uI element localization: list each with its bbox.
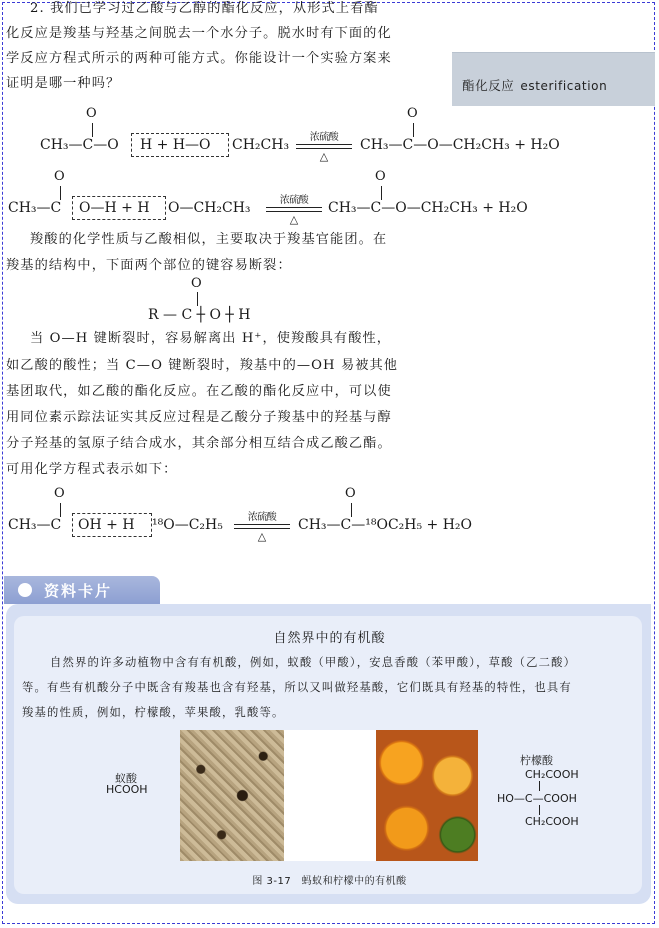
eq2-heat: △ — [289, 213, 299, 226]
formic-acid-formula: HCOOH — [106, 783, 148, 796]
eq3-left: CH₃—C — [8, 517, 62, 533]
citric-bond-bottom — [539, 805, 540, 815]
oranges-photo — [376, 730, 478, 861]
figure-caption: 图 3-17 蚂蚁和柠檬中的有机酸 — [252, 876, 407, 887]
eq3-boxed: OH + H — [78, 517, 135, 533]
card-line-2: 等。有些有机酸分子中既含有羧基也含有羟基，所以又叫做羟基酸，它们既具有羟基的特性，也具有 — [22, 681, 572, 694]
sidebar-label-cn: 酯化反应 — [462, 78, 515, 93]
citric-acid-name: 柠檬酸 — [520, 754, 553, 767]
citric-bond-top — [539, 781, 540, 791]
intro-line-3: 学反应方程式所示的两种可能方式。你能设计一个实验方案来 — [6, 51, 392, 66]
body2-line-2: 如乙酸的酸性；当 C—O 键断裂时，羧基中的—OH 易被其他 — [6, 358, 399, 373]
eq1-left: CH₃—C—O — [40, 137, 119, 153]
eq1-arrow — [294, 128, 354, 168]
photo-spacer — [284, 730, 376, 861]
info-card-tab-label: 资料卡片 — [44, 582, 113, 600]
intro-line-2: 化反应是羧基与羟基之间脱去一个水分子。脱水时有下面的化 — [6, 26, 392, 41]
eq2-arrow — [264, 191, 324, 231]
citric-line-1: CH₂COOH — [525, 768, 579, 781]
eq1-condition: 浓硫酸 — [309, 132, 339, 143]
card-line-1: 自然界的许多动植物中含有有机酸，例如，蚁酸（甲酸），安息香酸（苯甲酸），草酸（乙二酸） — [50, 656, 577, 669]
eq3-product-o: O — [345, 486, 356, 501]
eq3-heat: △ — [257, 530, 267, 543]
eq3-condition: 浓硫酸 — [247, 512, 277, 523]
eq3-o-label: O — [54, 486, 65, 501]
intro-line-4: 证明是哪一种吗？ — [6, 76, 121, 91]
info-card-title: 自然界中的有机酸 — [273, 631, 386, 646]
eq2-right-left: O—CH₂CH₃ — [168, 200, 251, 216]
eq1-heat: △ — [319, 150, 329, 163]
eq2-o-label: O — [54, 169, 65, 184]
body2-line-5: 分子羟基的氢原子结合成水，其余部分相互结合成乙酸乙酯。 — [6, 436, 392, 451]
body2-line-1: 当 O—H 键断裂时，容易解离出 H⁺，使羧酸具有酸性， — [30, 331, 392, 346]
eq2-product-o: O — [375, 169, 386, 184]
body2-line-4: 用同位素示踪法证实其反应过程是乙酸分子羧基中的羟基与醇 — [6, 410, 392, 425]
eq2-left: CH₃—C — [8, 200, 62, 216]
eq3-product: CH₃—C—¹⁸OC₂H₅ + H₂O — [298, 517, 473, 533]
eq3-right-left: ¹⁸O—C₂H₅ — [152, 517, 223, 533]
body2-line-6: 可用化学方程式表示如下： — [6, 462, 178, 477]
eq1-product-bond — [413, 123, 414, 137]
intro-line-1: 2. 我们已学习过乙酸与乙醇的酯化反应，从形式上看酯 — [30, 1, 379, 16]
eq1-product-o: O — [407, 106, 418, 121]
ants-photo — [180, 730, 284, 861]
eq1-right-left: CH₂CH₃ — [232, 137, 290, 153]
structure-text: R — C ┼ O ┼ H — [148, 307, 251, 323]
eq3-product-bond — [351, 503, 352, 517]
eq3-double-bond — [60, 503, 61, 517]
structure-double-bond — [197, 292, 198, 306]
eq1-product: CH₃—C—O—CH₂CH₃ + H₂O — [360, 137, 560, 153]
eq1-double-bond — [92, 123, 93, 137]
tab-dot-icon — [18, 583, 32, 597]
eq2-product: CH₃—C—O—CH₂CH₃ + H₂O — [328, 200, 528, 216]
formic-acid-name: 蚁酸 — [115, 772, 137, 785]
structure-o-label: O — [191, 276, 202, 291]
citric-line-3: CH₂COOH — [525, 815, 579, 828]
info-card-tab — [4, 576, 160, 604]
eq2-boxed: O—H + H — [79, 200, 150, 216]
body1-line-1: 羧酸的化学性质与乙酸相似，主要取决于羧基官能团。在 — [30, 232, 388, 247]
eq3-arrow — [232, 508, 292, 548]
eq2-double-bond — [60, 186, 61, 200]
eq1-boxed: H + H—O — [140, 137, 211, 153]
eq2-product-bond — [381, 186, 382, 200]
eq2-condition: 浓硫酸 — [279, 195, 309, 206]
body2-line-3: 基团取代，如乙酸的酯化反应。在乙酸的酯化反应中，可以使 — [6, 384, 392, 399]
eq1-o-label: O — [86, 106, 97, 121]
citric-line-2: HO—C—COOH — [497, 792, 577, 805]
sidebar-label-en: esterification — [520, 79, 608, 93]
card-line-3: 羧基的性质，例如，柠檬酸，苹果酸，乳酸等。 — [22, 706, 285, 719]
body1-line-2: 羧基的结构中，下面两个部位的键容易断裂： — [6, 258, 292, 273]
sidebar-label — [462, 76, 607, 94]
